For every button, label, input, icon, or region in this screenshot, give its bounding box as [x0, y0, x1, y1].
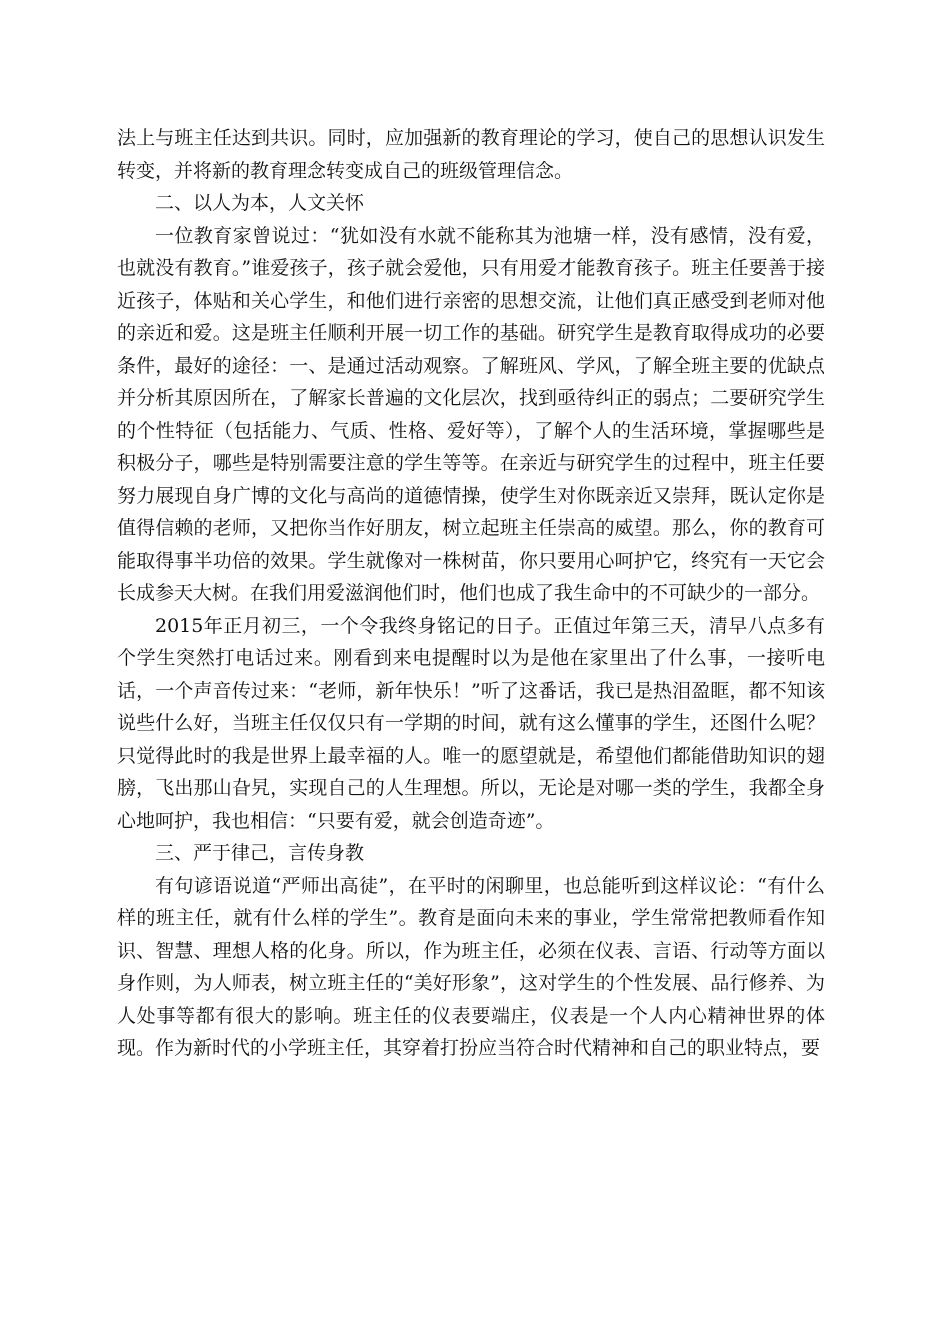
- paragraph-new-year-call: 2015年正月初三，一个令我终身铭记的日子。正值过年第三天，清早八点多有个学生突然打电话过来。刚看到来电提醒时以为是他在家里出了什么事，一接听电话，一个声音传过来：“老师，新年快乐！”听了这番话，我已是热泪盈眶，都不知该说些什么好，当班主任仅仅只有一学期的时间，就有这么懂事的学生，还图什么呢？只觉得此时的我是世界上最幸福的人。唯一的愿望就是，希望他们都能借助知识的翅膀，飞出那山旮旯，实现自己的人生理想。所以，无论是对哪一类的学生，我都全身心地呵护，我也相信：“只要有爱，就会创造奇迹”。: [117, 614, 825, 832]
- paragraph-continuation: 法上与班主任达到共识。同时，应加强新的教育理论的学习，使自己的思想认识发生转变，并将新的教育理念转变成自己的班级管理信念。: [117, 127, 825, 182]
- section-heading-3: 三、严于律己，言传身教: [155, 842, 365, 864]
- paragraph-love-education: 一位教育家曾说过：“犹如没有水就不能称其为池塘一样，没有感情，没有爱，也就没有教育。”谁爱孩子，孩子就会爱他，只有用爱才能教育孩子。班主任要善于接近孩子，体贴和关心学生，和他们进行亲密的思想交流，让他们真正感受到老师对他的亲近和爱。这是班主任顺利开展一切工作的基础。研究学生是教育取得成功的必要条件，最好的途径：一、是通过活动观察。了解班风、学风，了解全班主要的优缺点并分析其原因所在，了解家长普遍的文化层次，找到亟待纠正的弱点；二要研究学生的个性特征（包括能力、气质、性格、爱好等），了解个人的生活环境，掌握哪些是积极分子，哪些是特别需要注意的学生等等。在亲近与研究学生的过程中，班主任要努力展现自身广博的文化与高尚的道德情操，使学生对你既亲近又崇拜，既认定你是值得信赖的老师，又把你当作好朋友，树立起班主任崇高的威望。那么，你的教育可能取得事半功倍的效果。学生就像对一株树苗，你只要用心呵护它，终究有一天它会长成参天大树。在我们用爱滋润他们时，他们也成了我生命中的不可缺少的一部分。: [117, 224, 825, 604]
- section-heading-2: 二、以人为本，人文关怀: [155, 192, 365, 214]
- document-page: [117, 122, 825, 1065]
- paragraph-lead-by-example: 有句谚语说道“严师出高徒”，在平时的闲聊里，也总能听到这样议论：“有什么样的班主任，就有什么样的学生”。教育是面向未来的事业，学生常常把教师看作知识、智慧、理想人格的化身。所以，作为班主任，必须在仪表、言语、行动等方面以身作则，为人师表，树立班主任的“美好形象”，这对学生的个性发展、品行修养、为人处事等都有很大的影响。班主任的仪表要端庄，仪表是一个人内心精神世界的体现。作为新时代的小学班主任，其穿着打扮应当符合时代精神和自己的职业特点，要: [117, 874, 825, 1059]
